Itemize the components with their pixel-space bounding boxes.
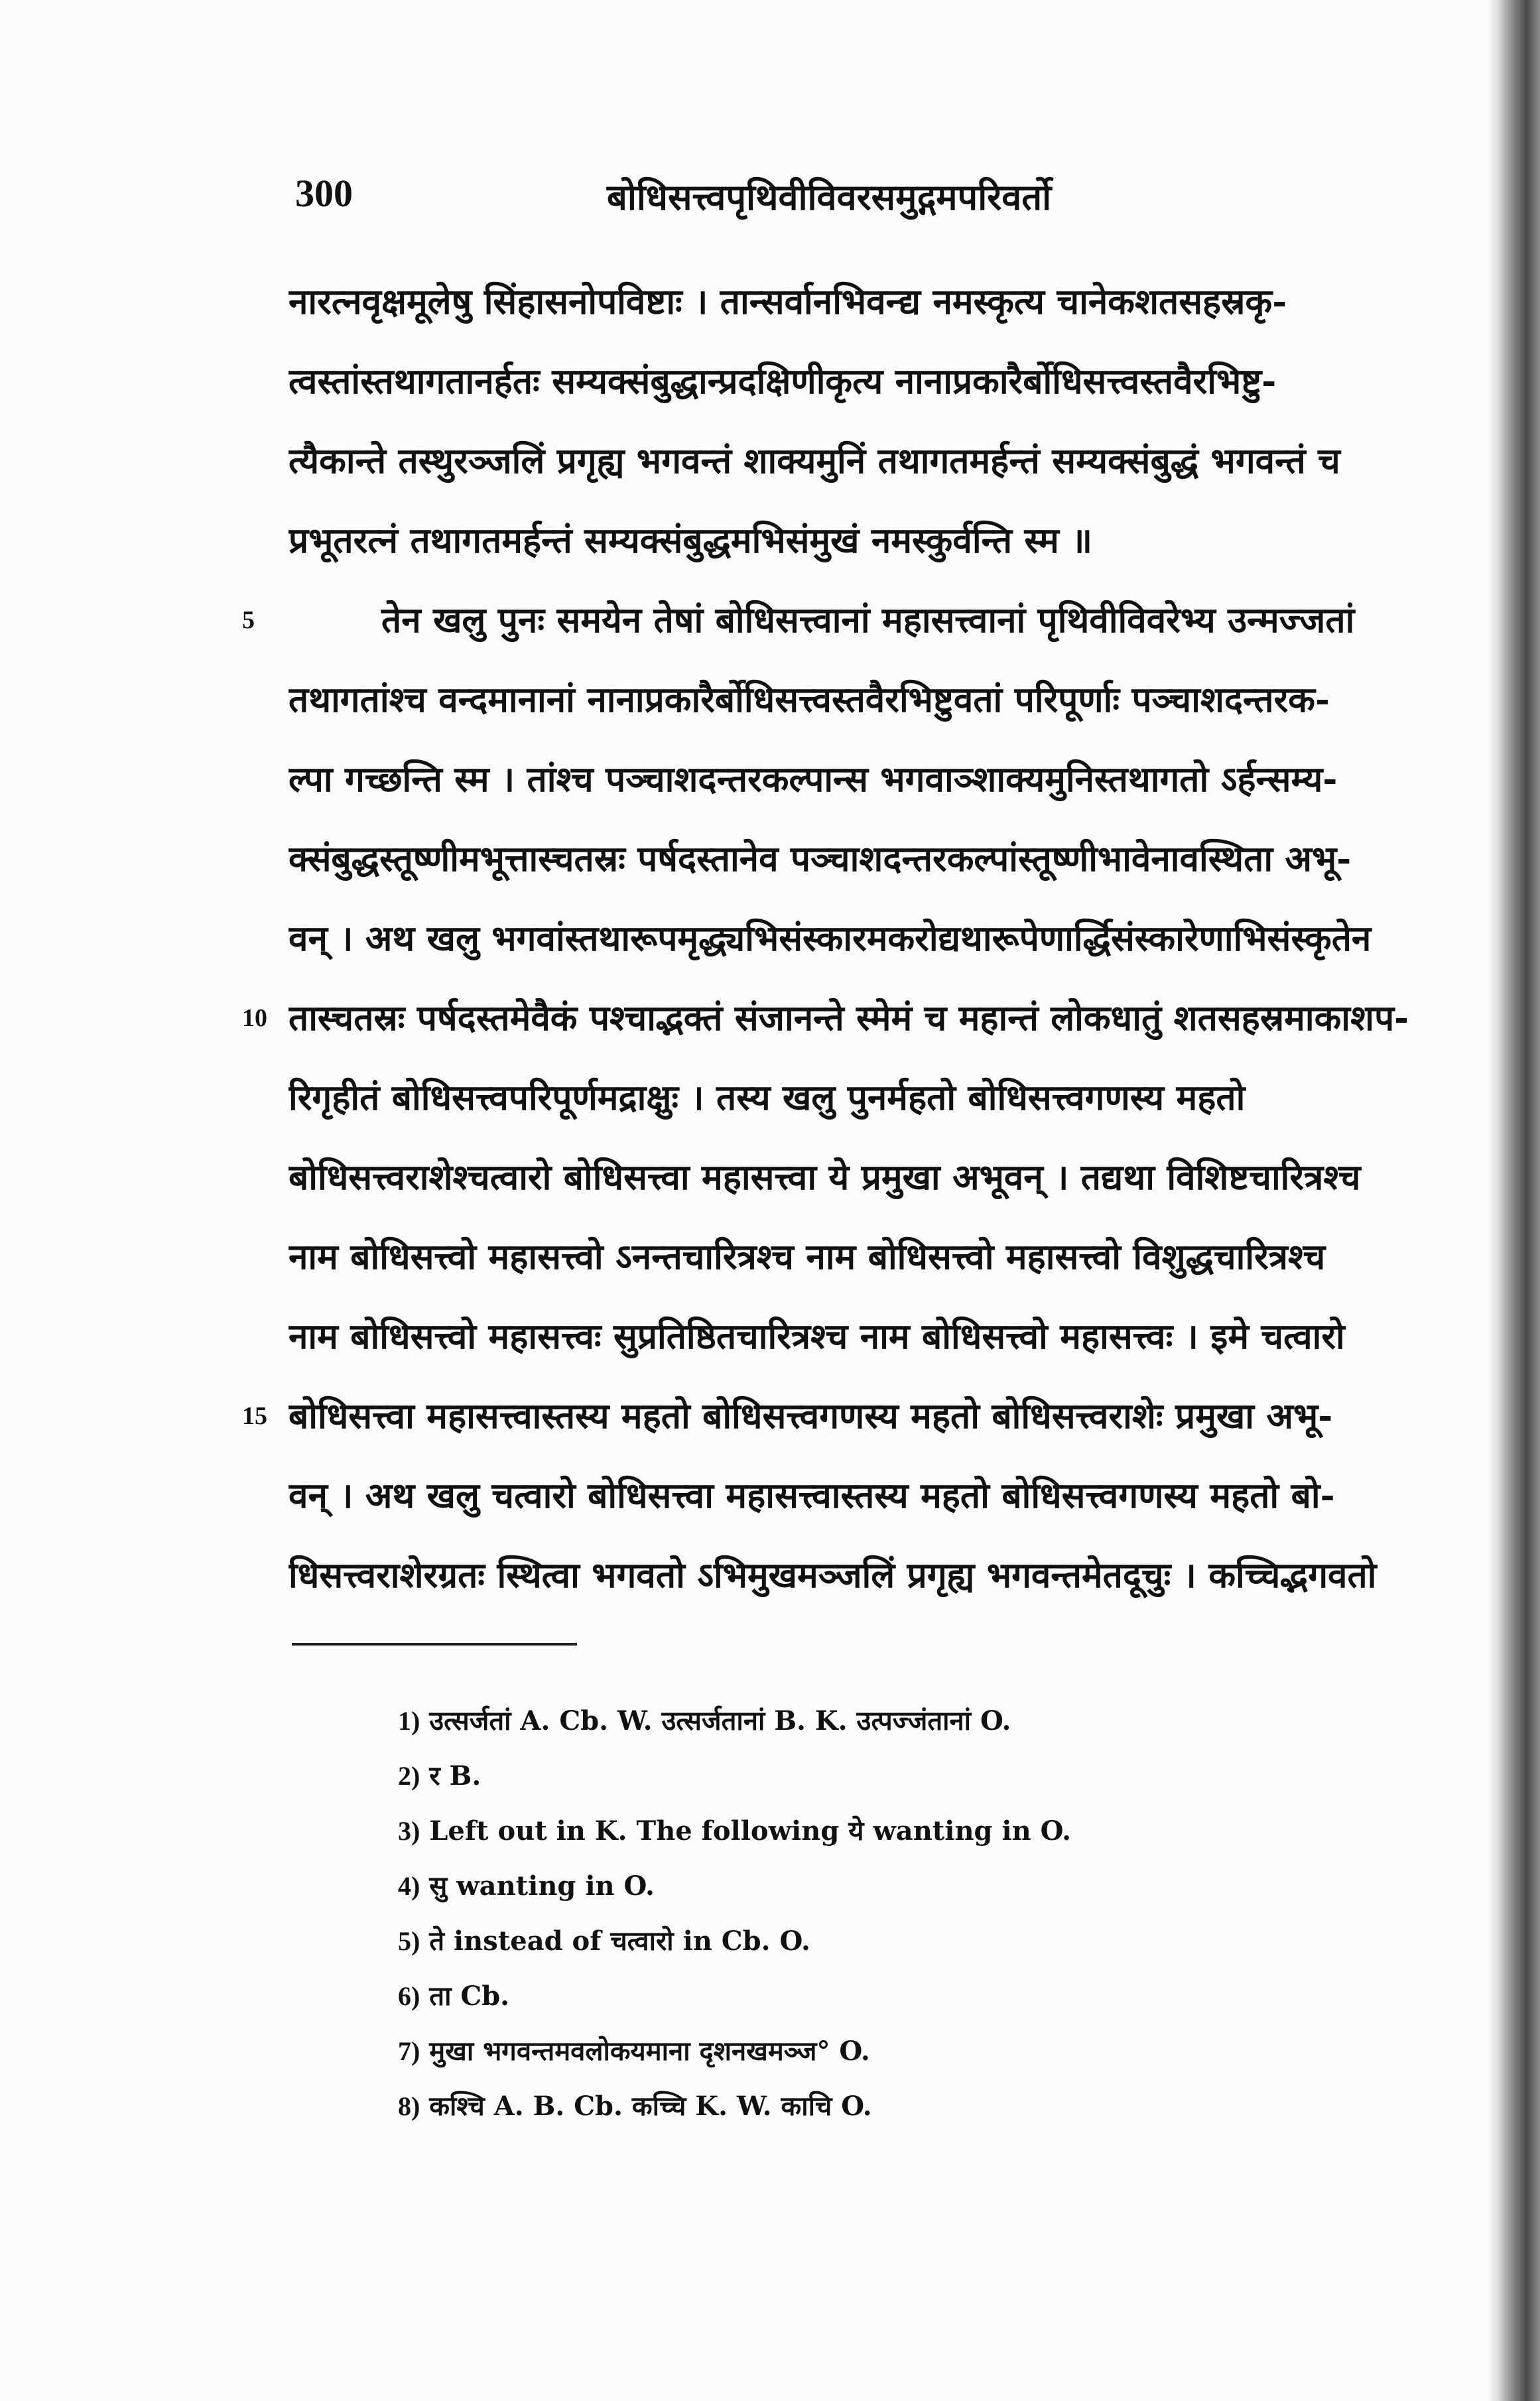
text-line — [289, 663, 1429, 743]
footnote-number: 4) — [398, 1871, 420, 1901]
text-line-numbered — [242, 1380, 1429, 1459]
text-line — [289, 1539, 1429, 1618]
footnote — [398, 1970, 1326, 2025]
line-text: तथागतांश्च वन्दमानानां नानाप्रकारैर्बोधिसत्त्वस्तवैरभिष्टुवतां परिपूर्णाः पञ्चाशदन्तरक- — [289, 679, 1330, 720]
footnote-number: 2) — [398, 1761, 420, 1791]
text-line — [289, 1220, 1429, 1300]
line-number: 5 — [242, 606, 255, 634]
text-line — [289, 1061, 1429, 1141]
footnote-text: कश्चि A. B. Cb. कच्चि K. W. काचि O. — [429, 2091, 872, 2122]
footnote — [398, 1750, 1326, 1805]
footnote-text: र B. — [429, 1760, 481, 1791]
line-text: तेन खलु पुनः समयेन तेषां बोधिसत्त्वानां महासत्त्वानां पृथिवीविवरेभ्य उन्मज्जतां — [381, 600, 1355, 641]
text-line — [289, 424, 1429, 504]
line-text: वन् । अथ खलु भगवांस्तथारूपमृद्ध्यभिसंस्कारमकरोद्यथारूपेणार्द्धिसंस्कारेणाभिसंस्कृतेन — [289, 918, 1372, 959]
text-line — [289, 1141, 1429, 1220]
footnote-number: 1) — [398, 1706, 420, 1736]
text-line — [289, 1380, 1429, 1459]
line-number: 10 — [242, 1004, 267, 1032]
footnote — [398, 1915, 1326, 1970]
footnote-text: सु wanting in O. — [429, 1870, 655, 1902]
footnote-separator — [292, 1643, 577, 1646]
text-line — [289, 584, 1429, 663]
line-text: वन् । अथ खलु चत्वारो बोधिसत्त्वा महासत्त्वास्तस्य महतो बोधिसत्त्वगणस्य महतो बो- — [289, 1475, 1335, 1516]
line-number: 15 — [242, 1402, 267, 1430]
line-text: नाम बोधिसत्त्वो महासत्त्वो ऽनन्तचारित्रश्च नाम बोधिसत्त्वो महासत्त्वो विशुद्धचारित्रश्च — [289, 1236, 1326, 1277]
line-text: बोधिसत्त्वराशेश्चत्वारो बोधिसत्त्वा महासत्त्वा ये प्रमुखा अभूवन् । तद्यथा विशिष्टचारित्रश्च — [289, 1157, 1361, 1198]
footnote — [398, 1860, 1326, 1915]
page-number: 300 — [295, 172, 353, 215]
text-line-numbered — [242, 584, 1429, 663]
text-line — [289, 504, 1429, 584]
running-head — [295, 171, 1423, 231]
line-text: नारत्नवृक्षमूलेषु सिंहासनोपविष्टाः । तान्सर्वानभिवन्द्य नमस्कृत्य चानेकशतसहस्रकृ- — [289, 281, 1287, 322]
line-text: क्संबुद्धस्तूष्णीमभूत्तास्चतस्रः पर्षदस्तानेव पञ्चाशदन्तरकल्पांस्तूष्णीभावेनावस्थिता अभू- — [289, 838, 1352, 879]
footnote-number: 5) — [398, 1926, 420, 1956]
footnote — [398, 1805, 1326, 1860]
footnote-text: ते instead of चत्वारो in Cb. O. — [429, 1925, 810, 1957]
footnotes — [398, 1695, 1326, 2135]
scan-edge-shadow — [1487, 0, 1540, 2401]
line-text: रिगृहीतं बोधिसत्त्वपरिपूर्णमद्राक्षुः । तस्य खलु पुनर्महतो बोधिसत्त्वगणस्य महतो — [289, 1077, 1246, 1118]
footnote-number: 8) — [398, 2091, 420, 2121]
line-text: प्रभूतरत्नं तथागतमर्हन्तं सम्यक्संबुद्धमभिसंमुखं नमस्कुर्वन्ति स्म ॥ — [289, 520, 1093, 561]
line-text: नाम बोधिसत्त्वो महासत्त्वः सुप्रतिष्ठितचारित्रश्च नाम बोधिसत्त्वो महासत्त्वः । इमे चत्वारो — [289, 1316, 1345, 1357]
footnote-number: 7) — [398, 2036, 420, 2066]
footnote-text: मुखा भगवन्तमवलोकयमाना दृशनखमञ्ज° O. — [429, 2036, 870, 2067]
text-line — [289, 345, 1429, 424]
footnote-text: ता Cb. — [429, 1980, 510, 2012]
line-text: धिसत्त्वराशेरग्रतः स्थित्वा भगवतो ऽभिमुखमञ्जलिं प्रगृह्य भगवन्तमेतदूचुः । कच्चिद्भगवतो — [289, 1555, 1377, 1596]
text-line — [289, 1459, 1429, 1539]
text-line — [289, 265, 1429, 345]
footnote-number: 6) — [398, 1981, 420, 2011]
footnote-text: Left out in K. The following ये wanting in O. — [429, 1815, 1072, 1847]
text-line — [289, 982, 1429, 1061]
footnote-text: उत्सर्जतां A. Cb. W. उत्सर्जतानां B. K. उत्पज्जंतानां O. — [429, 1705, 1011, 1736]
text-line — [289, 743, 1429, 822]
main-text — [242, 265, 1429, 1618]
text-line — [289, 902, 1429, 982]
line-text: त्वस्तांस्तथागतानर्हतः सम्यक्संबुद्धान्प्रदक्षिणीकृत्य नानाप्रकारैर्बोधिसत्त्वस्तवैरभिष्टु- — [289, 361, 1277, 402]
footnote-number: 3) — [398, 1816, 420, 1846]
line-text: तास्चतस्रः पर्षदस्तमेवैकं पश्चाद्भक्तं संजानन्ते स्मेमं च महान्तं लोकधातुं शतसहस्रमाकाशप- — [289, 998, 1409, 1039]
running-title: बोधिसत्त्वपृथिवीविवरसमुद्गमपरिवर्तो — [607, 176, 1052, 218]
text-line-numbered — [242, 982, 1429, 1061]
text-line — [289, 1300, 1429, 1380]
line-text: त्यैकान्ते तस्थुरञ्जलिं प्रगृह्य भगवन्तं शाक्यमुनिं तथागतमर्हन्तं सम्यक्संबुद्धं भगवन्तं च — [289, 440, 1340, 482]
text-line — [289, 822, 1429, 902]
line-text: बोधिसत्त्वा महासत्त्वास्तस्य महतो बोधिसत्त्वगणस्य महतो बोधिसत्त्वराशेः प्रमुखा अभू- — [289, 1395, 1333, 1437]
footnote — [398, 2080, 1326, 2135]
footnote — [398, 2025, 1326, 2080]
footnote — [398, 1695, 1326, 1750]
line-text: ल्पा गच्छन्ति स्म । तांश्च पञ्चाशदन्तरकल्पान्स भगवाञ्शाक्यमुनिस्तथागतो ऽर्हन्सम्य- — [289, 759, 1338, 800]
